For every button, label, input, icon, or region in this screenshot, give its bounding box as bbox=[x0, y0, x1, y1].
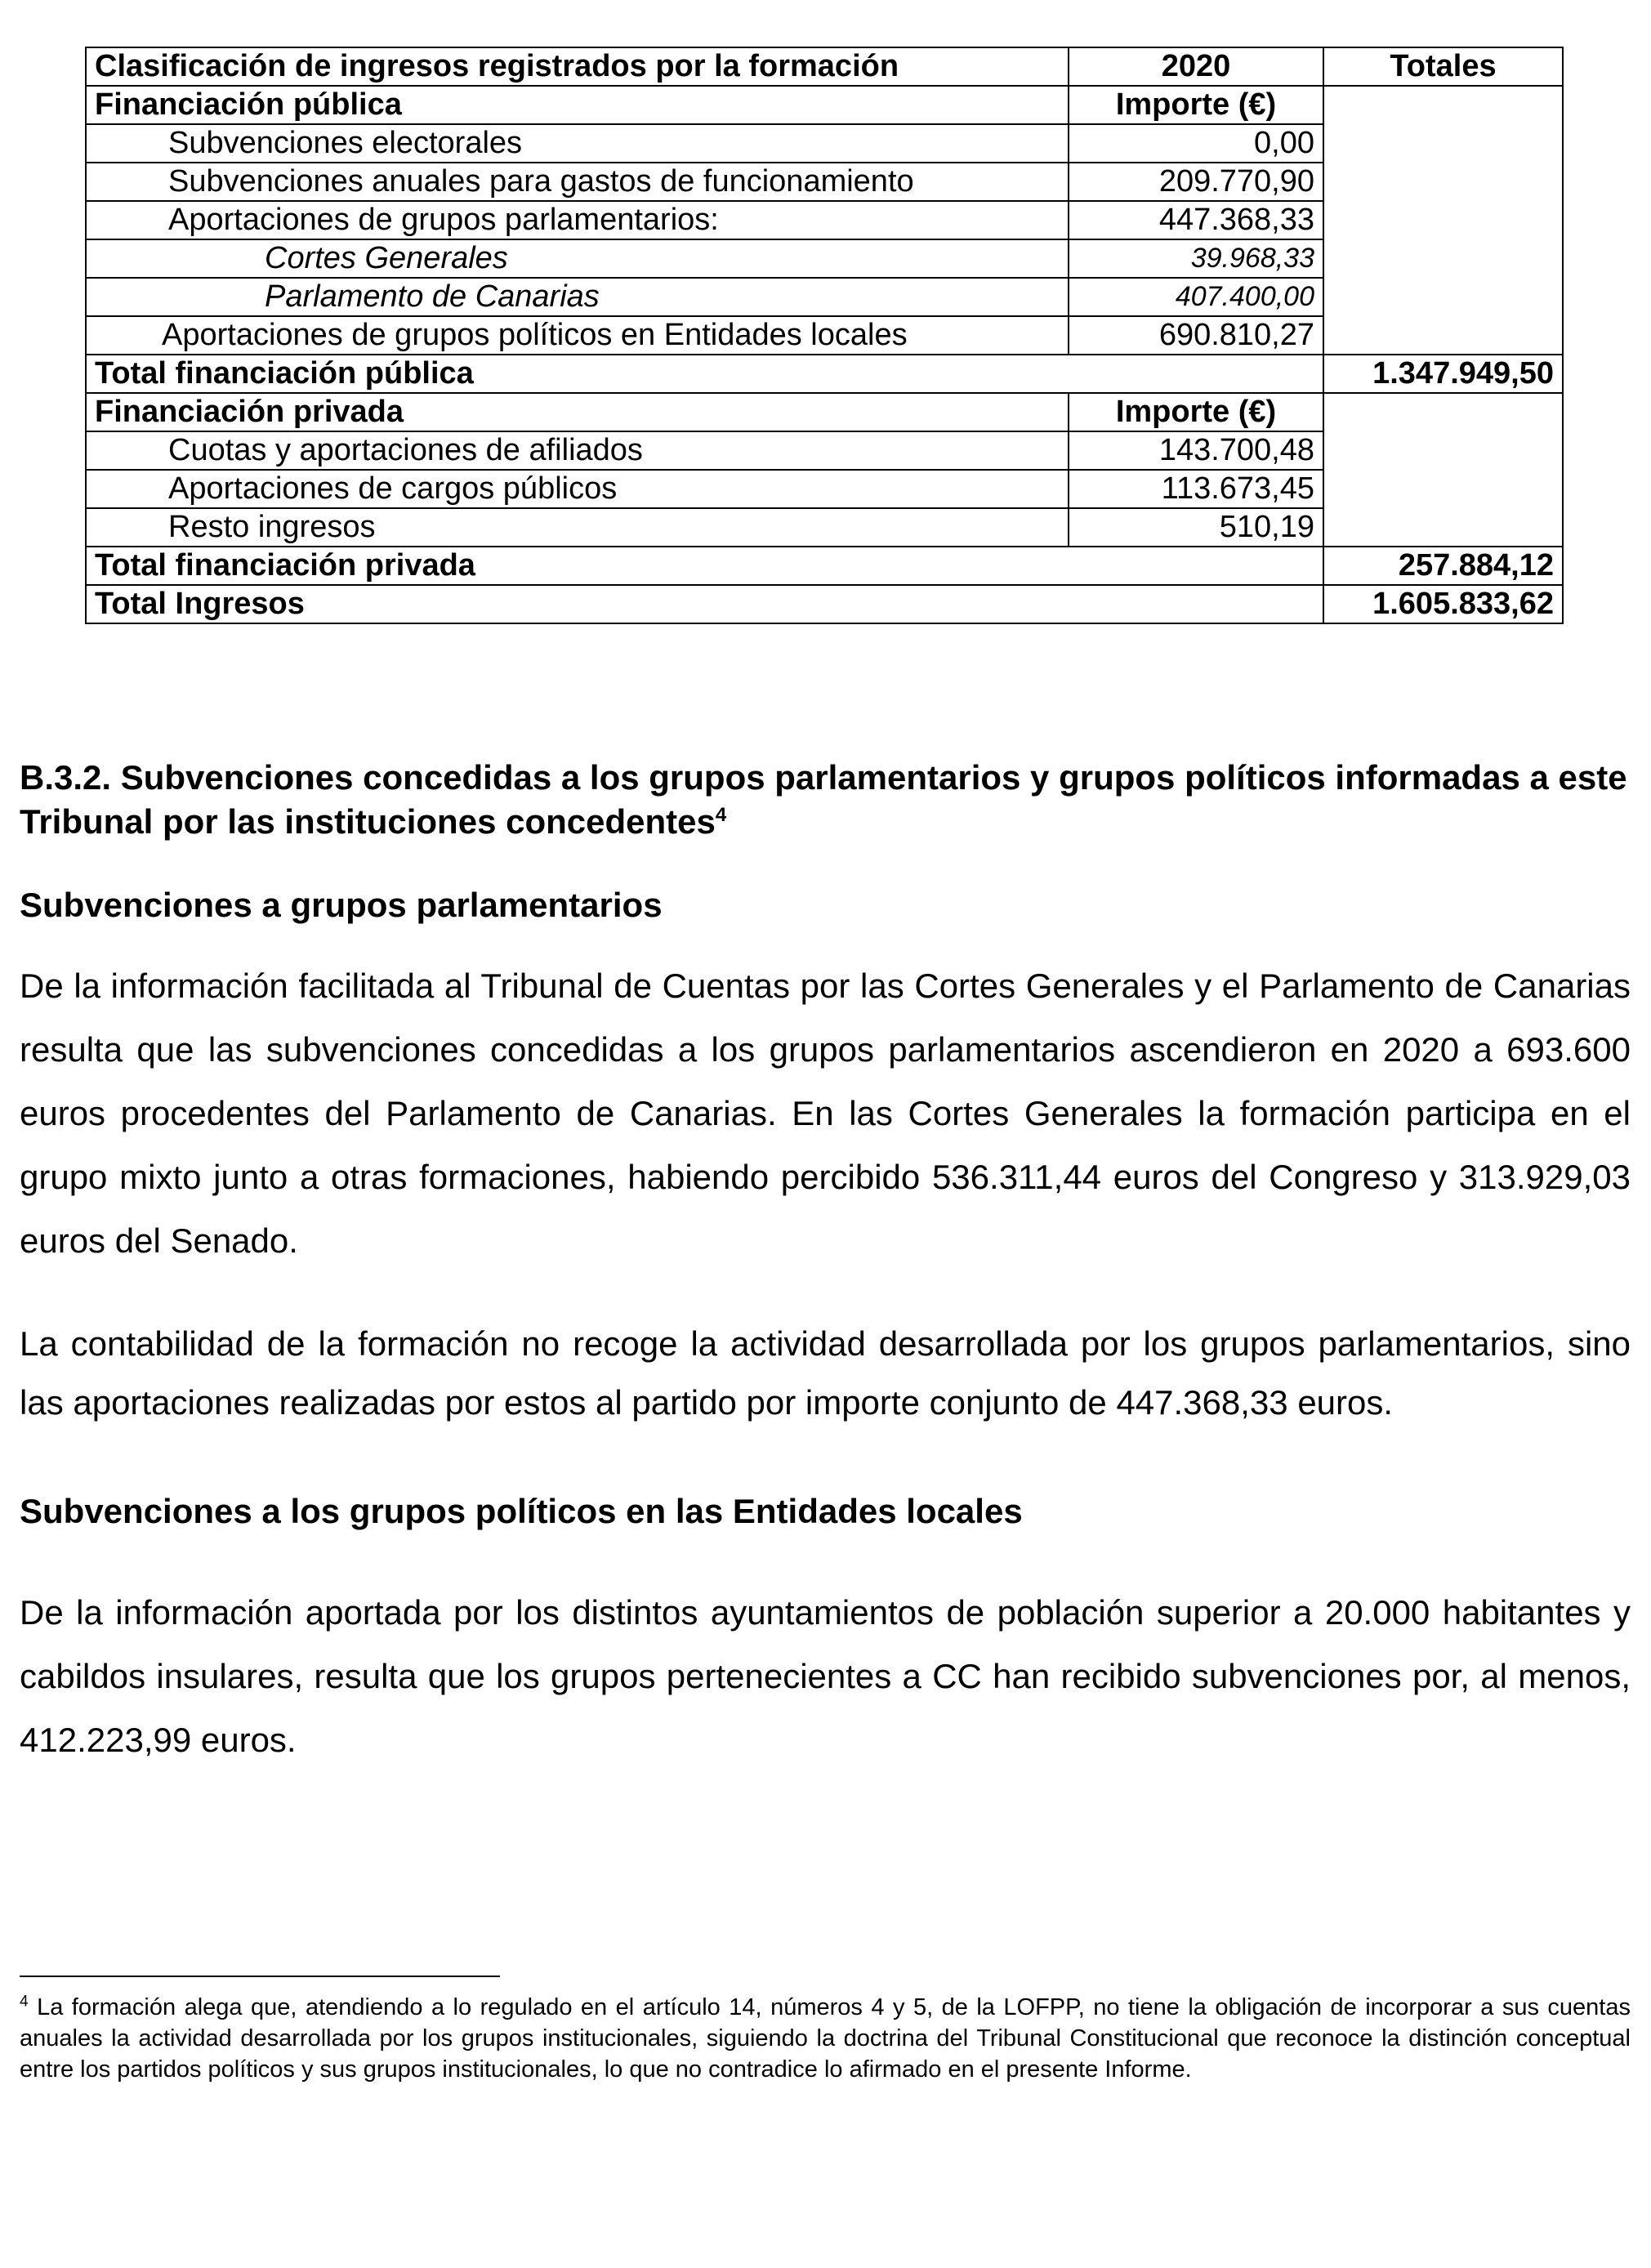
row-label: Resto ingresos bbox=[86, 508, 1069, 547]
private-total-label: Total financiación privada bbox=[86, 547, 1323, 585]
header-totals: Totales bbox=[1323, 47, 1563, 86]
paragraph-parliamentary-2: La contabilidad de la formación no recoge la actividad desarrollada por los grupos parlamentarios, sino las aportaciones realizadas por estos al partido por importe conjunto de 447.368,33 euros. bbox=[20, 1324, 1631, 1422]
row-label: Aportaciones de grupos políticos en Entidades locales bbox=[86, 316, 1069, 355]
public-total-label: Total financiación pública bbox=[86, 355, 1323, 393]
paragraph-parliamentary-1: De la información facilitada al Tribunal de Cuentas por las Cortes Generales y el Parlamento de Canarias resulta que las subvenciones concedidas a los grupos parlamentarios ascendieron en 2020 a 693.600 euros procedentes del Parlamento de Canarias. En las Cortes Generales la formación participa en el grupo mixto junto a otras formaciones, habiendo percibido 536.311,44 euros del Congreso y 313.929,03 euros del Senado. bbox=[20, 967, 1631, 1260]
public-total-value: 1.347.949,50 bbox=[1323, 355, 1563, 393]
footnote-text: La formación alega que, atendiendo a lo regulado en el artículo 14, números 4 y 5, de la LOFPP, no tiene la obligación de incorporar a sus cuentas anuales la actividad desarrollada por los grupos institucionales, siguiendo la doctrina del Tribunal Constitucional que reconoce la distinción conceptual entre los partidos políticos y sus grupos institucionales, lo que no contradice lo afirmado en el presente Informe. bbox=[20, 1994, 1631, 2083]
row-label: Cuotas y aportaciones de afiliados bbox=[86, 431, 1069, 470]
table-row bbox=[86, 508, 1563, 547]
row-label: Parlamento de Canarias bbox=[86, 278, 1069, 316]
table-row bbox=[86, 239, 1563, 278]
totals-blank bbox=[1323, 508, 1563, 547]
table-row bbox=[86, 124, 1563, 163]
table-row bbox=[86, 470, 1563, 508]
subheading-local-groups: Subvenciones a los grupos políticos en las Entidades locales bbox=[20, 1492, 1023, 1530]
public-financing-header-row bbox=[86, 86, 1563, 124]
section-heading bbox=[20, 756, 1629, 844]
totals-blank bbox=[1323, 86, 1563, 124]
totals-blank bbox=[1323, 393, 1563, 431]
totals-blank bbox=[1323, 201, 1563, 239]
private-financing-title: Financiación privada bbox=[86, 393, 1069, 431]
row-label: Aportaciones de cargos públicos bbox=[86, 470, 1069, 508]
public-amount-header: Importe (€) bbox=[1069, 86, 1323, 124]
grand-total-value: 1.605.833,62 bbox=[1323, 585, 1563, 623]
row-value: 113.673,45 bbox=[1069, 470, 1323, 508]
table-row bbox=[86, 316, 1563, 355]
totals-blank bbox=[1323, 431, 1563, 470]
table-row bbox=[86, 431, 1563, 470]
section-heading-text: B.3.2. Subvenciones concedidas a los grupos parlamentarios y grupos políticos informadas a este Tribunal por las instituciones concedentes bbox=[20, 758, 1627, 841]
row-label: Cortes Generales bbox=[86, 239, 1069, 278]
footnote bbox=[20, 1992, 1631, 2085]
private-amount-header: Importe (€) bbox=[1069, 393, 1323, 431]
footnote-separator bbox=[20, 1976, 500, 1977]
table-header-row bbox=[86, 47, 1563, 86]
totals-blank bbox=[1323, 239, 1563, 278]
row-value: 447.368,33 bbox=[1069, 201, 1323, 239]
footnote-ref: 4 bbox=[715, 803, 727, 826]
paragraph-local-groups: De la información aportada por los distintos ayuntamientos de población superior a 20.000 habitantes y cabildos insulares, resulta que los grupos pertenecientes a CC han recibido subvenciones por, al menos, 412.223,99 euros. bbox=[20, 1593, 1631, 1759]
subheading-parliamentary-groups: Subvenciones a grupos parlamentarios bbox=[20, 886, 663, 924]
row-value: 690.810,27 bbox=[1069, 316, 1323, 355]
totals-blank bbox=[1323, 278, 1563, 316]
totals-blank bbox=[1323, 163, 1563, 201]
table-row bbox=[86, 201, 1563, 239]
public-financing-title: Financiación pública bbox=[86, 86, 1069, 124]
private-total-value: 257.884,12 bbox=[1323, 547, 1563, 585]
grand-total-label: Total Ingresos bbox=[86, 585, 1323, 623]
grand-total-row bbox=[86, 585, 1563, 623]
table-row bbox=[86, 163, 1563, 201]
row-value: 510,19 bbox=[1069, 508, 1323, 547]
footnote-number: 4 bbox=[20, 1993, 29, 2011]
header-year: 2020 bbox=[1069, 47, 1323, 86]
row-value: 143.700,48 bbox=[1069, 431, 1323, 470]
table-row bbox=[86, 278, 1563, 316]
totals-blank bbox=[1323, 124, 1563, 163]
row-label: Aportaciones de grupos parlamentarios: bbox=[86, 201, 1069, 239]
row-value: 209.770,90 bbox=[1069, 163, 1323, 201]
row-label: Subvenciones anuales para gastos de funcionamiento bbox=[86, 163, 1069, 201]
row-label: Subvenciones electorales bbox=[86, 124, 1069, 163]
header-classification: Clasificación de ingresos registrados por la formación bbox=[86, 47, 1069, 86]
row-value: 407.400,00 bbox=[1069, 278, 1323, 316]
public-total-row bbox=[86, 355, 1563, 393]
income-table bbox=[85, 47, 1564, 624]
private-financing-header-row bbox=[86, 393, 1563, 431]
totals-blank bbox=[1323, 316, 1563, 355]
private-total-row bbox=[86, 547, 1563, 585]
row-value: 0,00 bbox=[1069, 124, 1323, 163]
totals-blank bbox=[1323, 470, 1563, 508]
row-value: 39.968,33 bbox=[1069, 239, 1323, 278]
